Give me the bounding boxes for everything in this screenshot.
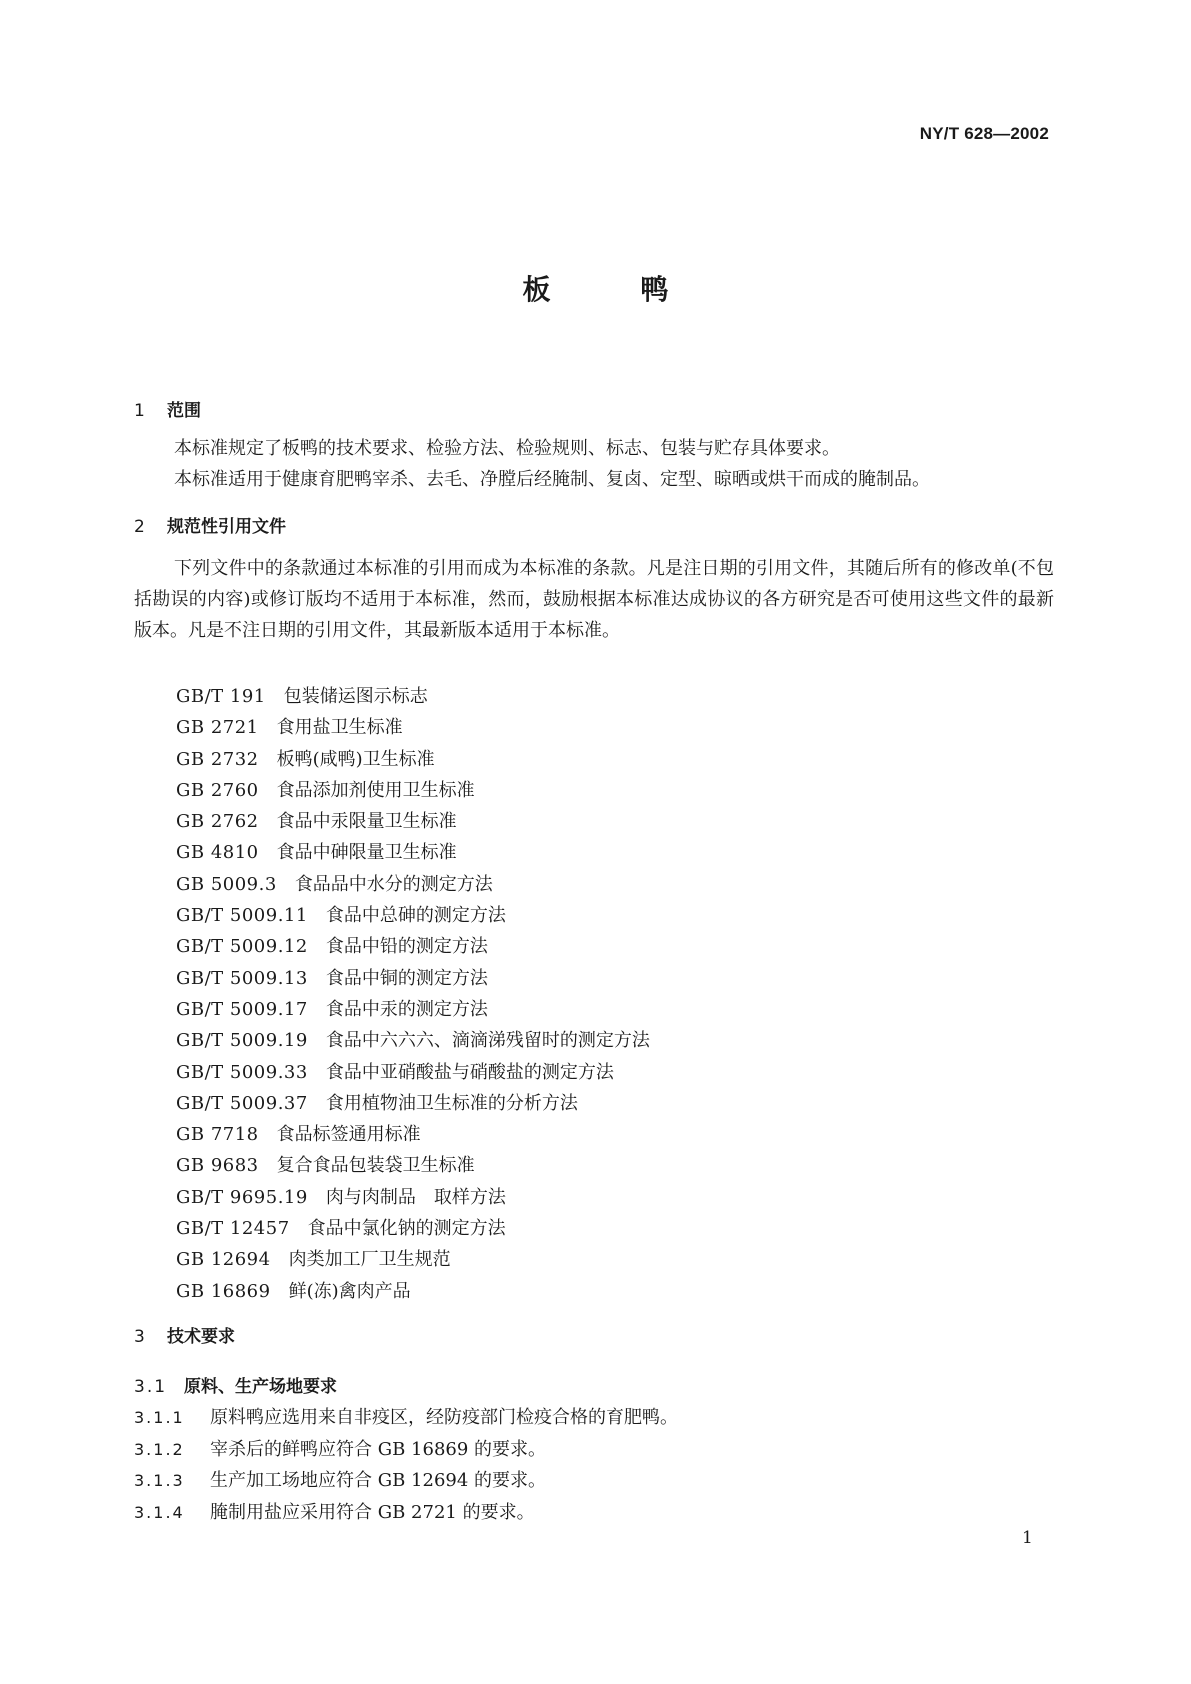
- clause-3-1-4: [134, 1498, 535, 1524]
- reference-title: 鲜(冻)禽肉产品: [288, 1280, 411, 1302]
- reference-item: [176, 837, 650, 868]
- reference-title: 板鸭(咸鸭)卫生标准: [276, 748, 435, 770]
- reference-item: [176, 1244, 650, 1275]
- reference-code: GB 2721: [176, 717, 259, 739]
- subsection-number: 3.1: [134, 1377, 168, 1397]
- section-number: 1: [134, 401, 145, 421]
- section-number: 3: [134, 1327, 145, 1347]
- reference-code: GB 2760: [176, 779, 259, 801]
- clause-number: 3.1.2: [134, 1440, 185, 1459]
- reference-title: 食品中汞的测定方法: [325, 998, 488, 1020]
- reference-item: [176, 1057, 650, 1088]
- section-1-heading: [134, 396, 201, 421]
- standard-code: NY/T 628—2002: [919, 124, 1049, 143]
- reference-title: 食品添加剂使用卫生标准: [276, 779, 475, 801]
- clause-number: 3.1.1: [134, 1408, 185, 1427]
- section-1-paragraph-2: 本标准适用于健康育肥鸭宰杀、去毛、净膛后经腌制、复卤、定型、晾晒或烘干而成的腌制品。: [174, 469, 930, 490]
- clause-3-1-1: [134, 1403, 678, 1429]
- reference-title: 食品中铅的测定方法: [325, 936, 488, 958]
- clause-text: 生产加工场地应符合 GB 12694 的要求。: [210, 1470, 547, 1491]
- reference-code: GB/T 5009.19: [176, 1030, 308, 1052]
- reference-code: GB 5009.3: [176, 873, 277, 895]
- reference-title: 食品中砷限量卫生标准: [276, 842, 457, 864]
- section-title: 规范性引用文件: [167, 517, 286, 537]
- reference-code: GB 4810: [176, 842, 259, 864]
- reference-title: 食品中总砷的测定方法: [325, 905, 506, 927]
- reference-title: 食品标签通用标准: [276, 1124, 421, 1146]
- reference-code: GB/T 9695.19: [176, 1186, 308, 1208]
- reference-item: [176, 900, 650, 931]
- reference-code: GB 9683: [176, 1155, 259, 1177]
- reference-title: 食品品中水分的测定方法: [294, 873, 493, 895]
- reference-title: 复合食品包装袋卫生标准: [276, 1155, 475, 1177]
- clause-text: 原料鸭应选用来自非疫区，经防疫部门检疫合格的育肥鸭。: [210, 1407, 678, 1428]
- reference-code: GB/T 5009.37: [176, 1092, 308, 1114]
- section-title: 范围: [167, 401, 201, 421]
- subsection-title: 原料、生产场地要求: [184, 1377, 337, 1397]
- reference-title: 食用植物油卫生标准的分析方法: [325, 1092, 578, 1114]
- reference-item: [176, 994, 650, 1025]
- reference-item: [176, 1119, 650, 1150]
- reference-title: 食品中汞限量卫生标准: [276, 811, 457, 833]
- clause-text: 腌制用盐应采用符合 GB 2721 的要求。: [210, 1502, 535, 1523]
- section-1-paragraph-1: 本标准规定了板鸭的技术要求、检验方法、检验规则、标志、包装与贮存具体要求。: [174, 438, 840, 459]
- title-char-1: 板: [522, 273, 551, 306]
- reference-title: 肉与肉制品 取样方法: [325, 1186, 506, 1208]
- reference-code: GB 2732: [176, 748, 259, 770]
- clause-number: 3.1.3: [134, 1471, 185, 1490]
- reference-code: GB/T 191: [176, 686, 266, 707]
- reference-title: 包装储运图示标志: [283, 686, 428, 707]
- reference-code: GB 7718: [176, 1124, 259, 1146]
- reference-title: 食品中六六六、滴滴涕残留时的测定方法: [325, 1030, 650, 1052]
- clause-text: 宰杀后的鲜鸭应符合 GB 16869 的要求。: [210, 1439, 547, 1460]
- reference-item: [176, 1150, 650, 1181]
- reference-code: GB 16869: [176, 1280, 271, 1302]
- reference-item: [176, 1213, 650, 1244]
- reference-item: [176, 744, 650, 775]
- clause-3-1-2: [134, 1435, 546, 1461]
- reference-code: GB/T 5009.11: [176, 905, 308, 927]
- reference-code: GB/T 12457: [176, 1218, 290, 1240]
- reference-code: GB/T 5009.12: [176, 936, 308, 958]
- reference-code: GB 12694: [176, 1249, 271, 1271]
- reference-title: 食品中铜的测定方法: [325, 967, 488, 989]
- reference-item: [176, 1182, 650, 1213]
- subsection-3-1-heading: [134, 1372, 337, 1397]
- reference-item: [176, 1088, 650, 1119]
- reference-title: 食品中氯化钠的测定方法: [307, 1218, 506, 1240]
- reference-item: [176, 1025, 650, 1056]
- document-title: [0, 268, 1191, 308]
- title-char-2: 鸭: [640, 273, 669, 306]
- section-number: 2: [134, 517, 145, 537]
- reference-title: 食品中亚硝酸盐与硝酸盐的测定方法: [325, 1061, 614, 1083]
- clause-number: 3.1.4: [134, 1503, 185, 1522]
- section-2-intro: 下列文件中的条款通过本标准的引用而成为本标准的条款。凡是注日期的引用文件，其随后所有的修改单(不包括勘误的内容)或修订版均不适用于本标准，然而，鼓励根据本标准达成协议的各方研究是否可使用这些文件的最新版本。凡是不注日期的引用文件，其最新版本适用于本标准。: [134, 558, 1054, 641]
- section-2-heading: [134, 512, 286, 537]
- reference-item: [176, 806, 650, 837]
- page-number: 1: [1022, 1528, 1033, 1548]
- reference-item: [176, 712, 650, 743]
- reference-title: 食用盐卫生标准: [276, 717, 403, 739]
- reference-item: [176, 963, 650, 994]
- reference-code: GB 2762: [176, 811, 259, 833]
- reference-code: GB/T 5009.17: [176, 998, 308, 1020]
- reference-title: 肉类加工厂卫生规范: [288, 1249, 451, 1271]
- reference-code: GB/T 5009.13: [176, 967, 308, 989]
- section-title: 技术要求: [167, 1327, 235, 1347]
- reference-list: [176, 681, 650, 1307]
- reference-item: [176, 1276, 650, 1307]
- reference-code: GB/T 5009.33: [176, 1061, 308, 1083]
- reference-item: [176, 775, 650, 806]
- reference-item: [176, 931, 650, 962]
- reference-item: [176, 681, 650, 712]
- clause-3-1-3: [134, 1466, 546, 1492]
- section-3-heading: [134, 1322, 235, 1347]
- reference-item: [176, 869, 650, 900]
